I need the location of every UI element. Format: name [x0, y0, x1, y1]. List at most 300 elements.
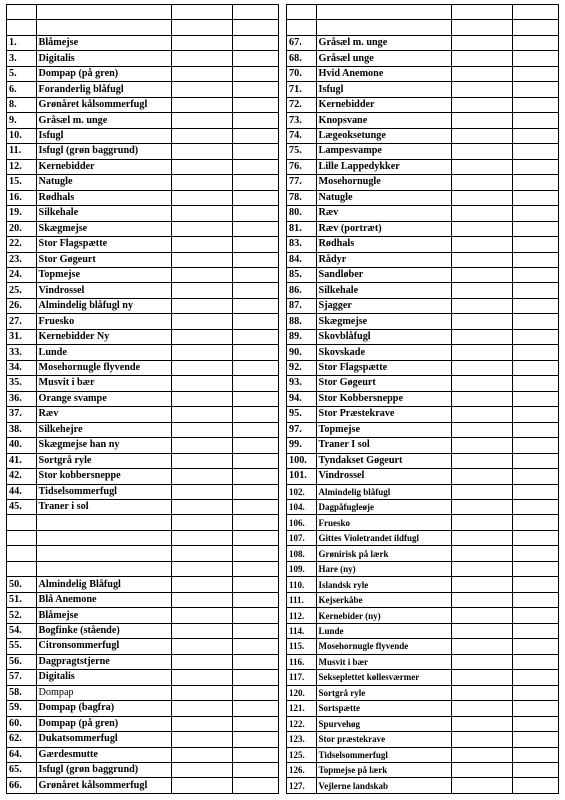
- table-row: [287, 561, 559, 576]
- item-name: Musvit i bær: [36, 376, 171, 391]
- item-name: Mosehornugle: [316, 175, 451, 190]
- table-row: [287, 360, 559, 375]
- empty-cell: [452, 592, 513, 607]
- row-number: [7, 546, 37, 561]
- empty-cell: [233, 66, 279, 81]
- empty-cell: [452, 128, 513, 143]
- item-name: [316, 20, 451, 35]
- table-row: [7, 438, 279, 453]
- item-name: Kernebider (ny): [316, 608, 451, 623]
- row-number: 75.: [287, 144, 317, 159]
- item-name: Kernebidder: [36, 159, 171, 174]
- table-row: [7, 360, 279, 375]
- item-name: Skægmejse: [36, 221, 171, 236]
- empty-cell: [513, 422, 559, 437]
- row-number: 27.: [7, 314, 37, 329]
- empty-cell: [233, 670, 279, 685]
- table-row: [7, 206, 279, 221]
- item-name: Grønåret kålsommerfugl: [36, 97, 171, 112]
- row-number: 73.: [287, 113, 317, 128]
- item-name: Musvit i bær: [316, 654, 451, 669]
- empty-cell: [233, 747, 279, 762]
- row-number: 66.: [7, 778, 37, 794]
- row-number: 67.: [287, 35, 317, 50]
- empty-cell: [452, 484, 513, 499]
- item-name: [36, 546, 171, 561]
- empty-cell: [452, 298, 513, 313]
- empty-cell: [233, 484, 279, 499]
- empty-cell: [452, 329, 513, 344]
- item-name: Islandsk ryle: [316, 577, 451, 592]
- row-number: 38.: [7, 422, 37, 437]
- item-name: Mosehornugle flyvende: [316, 639, 451, 654]
- empty-cell: [452, 35, 513, 50]
- empty-cell: [452, 5, 513, 20]
- empty-cell: [172, 685, 233, 700]
- empty-cell: [233, 716, 279, 731]
- row-number: 50.: [7, 577, 37, 592]
- table-row: [7, 623, 279, 638]
- row-number: 88.: [287, 314, 317, 329]
- table-row: [7, 391, 279, 406]
- row-number: 115.: [287, 639, 317, 654]
- item-name: Spurvehøg: [316, 716, 451, 731]
- table-row: [287, 484, 559, 499]
- empty-cell: [233, 267, 279, 282]
- row-number: 84.: [287, 252, 317, 267]
- row-number: [287, 5, 317, 20]
- empty-cell: [172, 206, 233, 221]
- row-number: 99.: [287, 438, 317, 453]
- row-number: 23.: [7, 252, 37, 267]
- item-name: Isfugl (grøn baggrund): [36, 144, 171, 159]
- table-row: [7, 345, 279, 360]
- table-row: [287, 20, 559, 35]
- row-number: [7, 561, 37, 576]
- empty-cell: [452, 175, 513, 190]
- row-number: 1.: [7, 35, 37, 50]
- item-name: Vindrossel: [316, 469, 451, 484]
- item-name: Skægmejse: [316, 314, 451, 329]
- row-number: 70.: [287, 66, 317, 81]
- empty-cell: [452, 407, 513, 422]
- empty-cell: [233, 407, 279, 422]
- item-name: Ræv: [36, 407, 171, 422]
- empty-cell: [172, 515, 233, 530]
- empty-cell: [172, 237, 233, 252]
- item-name: Stor Gøgeurt: [316, 376, 451, 391]
- row-number: 122.: [287, 716, 317, 731]
- empty-cell: [513, 438, 559, 453]
- empty-cell: [513, 97, 559, 112]
- item-name: Tidselsommerfugl: [36, 484, 171, 499]
- row-number: 87.: [287, 298, 317, 313]
- row-number: 44.: [7, 484, 37, 499]
- empty-cell: [513, 762, 559, 777]
- row-number: 94.: [287, 391, 317, 406]
- empty-cell: [172, 35, 233, 50]
- table-row: [287, 778, 559, 794]
- table-row: [287, 654, 559, 669]
- empty-cell: [233, 422, 279, 437]
- table-row: [7, 267, 279, 282]
- item-name: Lampesvampe: [316, 144, 451, 159]
- row-number: 20.: [7, 221, 37, 236]
- row-number: 101.: [287, 469, 317, 484]
- empty-cell: [233, 97, 279, 112]
- item-name: Rødhals: [316, 237, 451, 252]
- item-name: Dompap (på gren): [36, 66, 171, 81]
- table-row: [7, 159, 279, 174]
- item-name: Orange svampe: [36, 391, 171, 406]
- empty-cell: [513, 577, 559, 592]
- empty-cell: [513, 592, 559, 607]
- row-number: 114.: [287, 623, 317, 638]
- empty-cell: [513, 778, 559, 794]
- table-row: [287, 701, 559, 716]
- table-row: [7, 747, 279, 762]
- table-row: [7, 716, 279, 731]
- item-name: Rødhals: [36, 190, 171, 205]
- table-row: [287, 175, 559, 190]
- table-row: [287, 747, 559, 762]
- item-name: Kejserkåbe: [316, 592, 451, 607]
- empty-cell: [172, 577, 233, 592]
- table-row: [287, 639, 559, 654]
- empty-cell: [452, 670, 513, 685]
- table-row: [7, 453, 279, 468]
- empty-cell: [452, 82, 513, 97]
- row-number: 117.: [287, 670, 317, 685]
- table-row: [287, 623, 559, 638]
- empty-cell: [513, 206, 559, 221]
- empty-cell: [452, 654, 513, 669]
- row-number: 11.: [7, 144, 37, 159]
- table-row: [7, 190, 279, 205]
- table-row: [7, 314, 279, 329]
- table-row: [7, 685, 279, 700]
- item-name: Digitalis: [36, 51, 171, 66]
- empty-cell: [452, 716, 513, 731]
- row-number: 116.: [287, 654, 317, 669]
- item-name: Gærdesmutte: [36, 747, 171, 762]
- table-row: [287, 329, 559, 344]
- empty-cell: [513, 35, 559, 50]
- row-number: 89.: [287, 329, 317, 344]
- row-number: 3.: [7, 51, 37, 66]
- row-number: 12.: [7, 159, 37, 174]
- item-name: Foranderlig blåfugl: [36, 82, 171, 97]
- right-column: [286, 4, 559, 794]
- empty-cell: [233, 159, 279, 174]
- table-row: [7, 515, 279, 530]
- empty-cell: [172, 221, 233, 236]
- row-number: 97.: [287, 422, 317, 437]
- item-name: Stor Flagspætte: [316, 360, 451, 375]
- item-name: Fruesko: [36, 314, 171, 329]
- table-row: [287, 267, 559, 282]
- empty-cell: [452, 376, 513, 391]
- empty-cell: [513, 701, 559, 716]
- empty-cell: [233, 376, 279, 391]
- item-name: Ræv (portræt): [316, 221, 451, 236]
- empty-cell: [452, 732, 513, 747]
- item-name: Silkehale: [316, 283, 451, 298]
- item-name: Stor Præstekrave: [316, 407, 451, 422]
- row-number: 81.: [287, 221, 317, 236]
- empty-cell: [233, 515, 279, 530]
- empty-cell: [513, 82, 559, 97]
- empty-cell: [233, 438, 279, 453]
- item-name: Traner i sol: [36, 500, 171, 515]
- empty-cell: [452, 561, 513, 576]
- empty-cell: [172, 422, 233, 437]
- item-name: Stor kobbersneppe: [36, 469, 171, 484]
- row-number: 58.: [7, 685, 37, 700]
- empty-cell: [172, 732, 233, 747]
- row-number: 41.: [7, 453, 37, 468]
- table-row: [287, 159, 559, 174]
- empty-cell: [233, 314, 279, 329]
- table-row: [287, 66, 559, 81]
- item-name: Gråsæl m. unge: [316, 35, 451, 50]
- table-row: [287, 515, 559, 530]
- empty-cell: [172, 438, 233, 453]
- right-table: [286, 4, 559, 794]
- item-name: Citronsommerfugl: [36, 639, 171, 654]
- table-row: [7, 484, 279, 499]
- empty-cell: [172, 345, 233, 360]
- table-row: [7, 530, 279, 545]
- empty-cell: [513, 732, 559, 747]
- empty-cell: [233, 221, 279, 236]
- table-row: [7, 762, 279, 777]
- row-number: 35.: [7, 376, 37, 391]
- empty-cell: [233, 20, 279, 35]
- item-name: Hare (ny): [316, 561, 451, 576]
- empty-cell: [172, 453, 233, 468]
- item-name: Dukatsommerfugl: [36, 732, 171, 747]
- item-name: [316, 5, 451, 20]
- item-name: Blåmejse: [36, 608, 171, 623]
- empty-cell: [513, 66, 559, 81]
- item-name: Silkehale: [36, 206, 171, 221]
- empty-cell: [233, 252, 279, 267]
- empty-cell: [172, 329, 233, 344]
- table-row: [287, 237, 559, 252]
- row-number: [7, 515, 37, 530]
- table-row: [7, 113, 279, 128]
- table-row: [7, 376, 279, 391]
- empty-cell: [172, 561, 233, 576]
- empty-cell: [172, 159, 233, 174]
- item-name: Sandløber: [316, 267, 451, 282]
- empty-cell: [513, 360, 559, 375]
- empty-cell: [233, 500, 279, 515]
- empty-cell: [452, 360, 513, 375]
- table-row: [7, 97, 279, 112]
- item-name: Blåmejse: [36, 35, 171, 50]
- table-row: [287, 592, 559, 607]
- item-name: Stor Flagspætte: [36, 237, 171, 252]
- item-name: Gittes Violetrandet ildfugl: [316, 530, 451, 545]
- table-row: [7, 732, 279, 747]
- item-name: Almindelig blåfugl: [316, 484, 451, 499]
- table-row: [287, 113, 559, 128]
- table-row: [287, 716, 559, 731]
- empty-cell: [172, 20, 233, 35]
- empty-cell: [233, 561, 279, 576]
- table-row: [7, 670, 279, 685]
- empty-cell: [452, 515, 513, 530]
- item-name: Skovblåfugl: [316, 329, 451, 344]
- empty-cell: [172, 701, 233, 716]
- empty-cell: [513, 190, 559, 205]
- table-row: [287, 376, 559, 391]
- item-name: Stor Kobbersneppe: [316, 391, 451, 406]
- table-row: [7, 175, 279, 190]
- item-name: Lunde: [316, 623, 451, 638]
- row-number: 24.: [7, 267, 37, 282]
- empty-cell: [172, 51, 233, 66]
- row-number: 60.: [7, 716, 37, 731]
- item-name: Lunde: [36, 345, 171, 360]
- empty-cell: [452, 206, 513, 221]
- row-number: 54.: [7, 623, 37, 638]
- row-number: 16.: [7, 190, 37, 205]
- empty-cell: [172, 128, 233, 143]
- empty-cell: [513, 283, 559, 298]
- empty-cell: [452, 314, 513, 329]
- item-name: Skovskade: [316, 345, 451, 360]
- empty-cell: [172, 97, 233, 112]
- empty-cell: [513, 237, 559, 252]
- item-name: Rådyr: [316, 252, 451, 267]
- table-row: [7, 51, 279, 66]
- row-number: 104.: [287, 500, 317, 515]
- table-row: [7, 654, 279, 669]
- empty-cell: [452, 685, 513, 700]
- row-number: 112.: [287, 608, 317, 623]
- table-row: [7, 252, 279, 267]
- empty-cell: [513, 267, 559, 282]
- row-number: 6.: [7, 82, 37, 97]
- empty-cell: [513, 469, 559, 484]
- item-name: Mosehornugle flyvende: [36, 360, 171, 375]
- row-number: [7, 5, 37, 20]
- left-table: [6, 4, 279, 794]
- empty-cell: [172, 5, 233, 20]
- empty-cell: [172, 252, 233, 267]
- empty-cell: [513, 639, 559, 654]
- row-number: 33.: [7, 345, 37, 360]
- item-name: Natugle: [36, 175, 171, 190]
- row-number: 125.: [287, 747, 317, 762]
- table-row: [287, 685, 559, 700]
- table-row: [287, 438, 559, 453]
- item-name: Tyndakset Gøgeurt: [316, 453, 451, 468]
- item-name: Dagpragtstjerne: [36, 654, 171, 669]
- empty-cell: [452, 762, 513, 777]
- row-number: 37.: [7, 407, 37, 422]
- empty-cell: [513, 716, 559, 731]
- empty-cell: [452, 237, 513, 252]
- table-row: [7, 778, 279, 794]
- row-number: 10.: [7, 128, 37, 143]
- empty-cell: [513, 329, 559, 344]
- empty-cell: [172, 407, 233, 422]
- row-number: 109.: [287, 561, 317, 576]
- empty-cell: [452, 283, 513, 298]
- row-number: [287, 20, 317, 35]
- empty-cell: [233, 592, 279, 607]
- empty-cell: [233, 345, 279, 360]
- row-number: 51.: [7, 592, 37, 607]
- table-row: [287, 252, 559, 267]
- table-row: [7, 407, 279, 422]
- empty-cell: [452, 453, 513, 468]
- table-row: [287, 283, 559, 298]
- row-number: 40.: [7, 438, 37, 453]
- row-number: 5.: [7, 66, 37, 81]
- table-row: [287, 221, 559, 236]
- item-name: Gråsæl unge: [316, 51, 451, 66]
- empty-cell: [452, 530, 513, 545]
- empty-cell: [452, 221, 513, 236]
- empty-cell: [233, 5, 279, 20]
- empty-cell: [172, 190, 233, 205]
- empty-cell: [452, 469, 513, 484]
- table-row: [287, 5, 559, 20]
- empty-cell: [233, 82, 279, 97]
- table-row: [287, 391, 559, 406]
- row-number: 74.: [287, 128, 317, 143]
- empty-cell: [452, 159, 513, 174]
- item-name: Stor præstekrave: [316, 732, 451, 747]
- row-number: 8.: [7, 97, 37, 112]
- empty-cell: [513, 252, 559, 267]
- empty-cell: [513, 314, 559, 329]
- item-name: [36, 561, 171, 576]
- row-number: 62.: [7, 732, 37, 747]
- item-name: Traner I sol: [316, 438, 451, 453]
- item-name: Sortgrå ryle: [36, 453, 171, 468]
- table-row: [287, 469, 559, 484]
- empty-cell: [172, 314, 233, 329]
- empty-cell: [452, 546, 513, 561]
- empty-cell: [172, 360, 233, 375]
- empty-cell: [233, 190, 279, 205]
- row-number: 55.: [7, 639, 37, 654]
- empty-cell: [513, 515, 559, 530]
- empty-cell: [513, 747, 559, 762]
- table-row: [7, 500, 279, 515]
- empty-cell: [513, 546, 559, 561]
- item-name: Sortgrå ryle: [316, 685, 451, 700]
- row-number: 72.: [287, 97, 317, 112]
- row-number: 107.: [287, 530, 317, 545]
- empty-cell: [513, 20, 559, 35]
- empty-cell: [172, 391, 233, 406]
- row-number: 57.: [7, 670, 37, 685]
- item-name: Grønirisk på lærk: [316, 546, 451, 561]
- row-number: 78.: [287, 190, 317, 205]
- empty-cell: [233, 175, 279, 190]
- row-number: 123.: [287, 732, 317, 747]
- empty-cell: [172, 762, 233, 777]
- item-name: [36, 515, 171, 530]
- table-row: [287, 314, 559, 329]
